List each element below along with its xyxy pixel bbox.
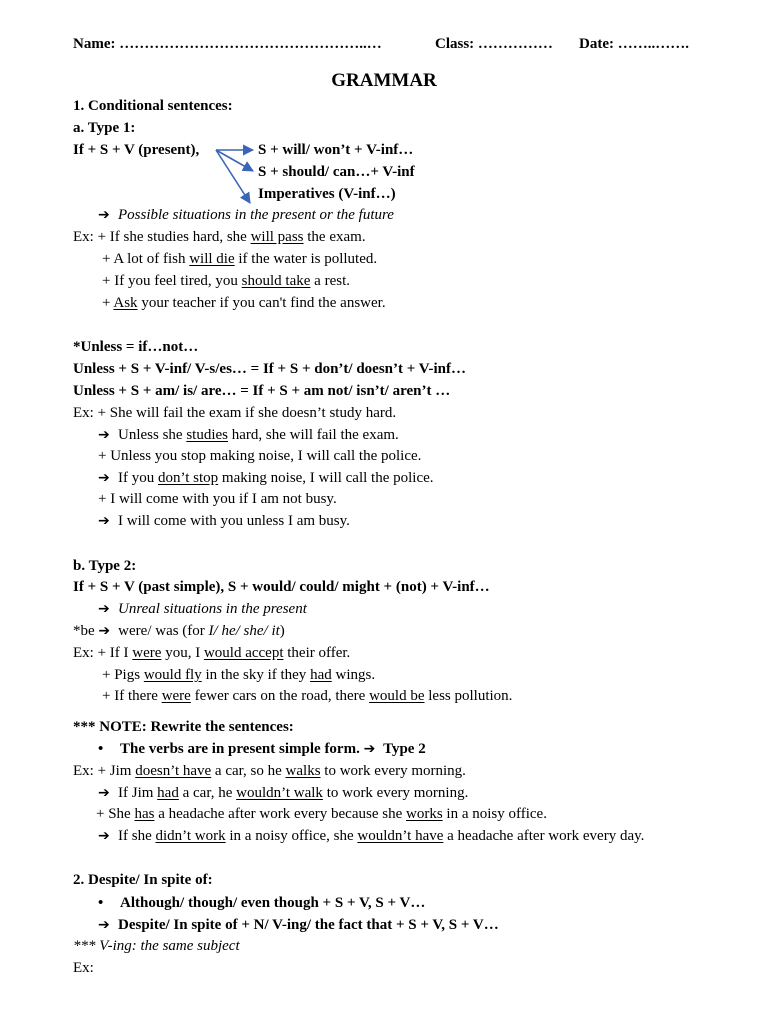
note-example-1: Ex: + Jim doesn’t have a car, so he walks to work every morning. [73,763,466,779]
type2-usage: ➔ Unreal situations in the present [98,601,307,617]
note-example-1-rewrite: ➔ If Jim had a car, he wouldn’t walk to work every morning. [98,785,469,801]
unless-heading: *Unless = if…not… [73,339,199,355]
arrow-icon: ➔ [363,741,376,757]
class-line [435,35,553,53]
page-title: GRAMMAR [331,70,437,91]
note-example-2-rewrite: ➔ If she didn’t work in a noisy office, she wouldn’t have a headache after work every day. [98,828,645,844]
type1-heading: a. Type 1: [73,120,136,136]
name-field[interactable]: …………………………………………..… [119,36,382,52]
type2-example-2: + Pigs would fly in the sky if they had wings. [102,667,376,683]
unless-rule-2: Unless + S + am/ is/ are… = If + S + am not/ isn’t/ aren’t … [73,383,451,399]
class-label: Class: [435,36,475,52]
arrow-icon: ➔ [98,828,110,844]
bullet-icon: • [98,741,104,757]
bullet-icon: • [98,895,104,911]
type2-heading: b. Type 2: [73,558,137,574]
type2-example-1: Ex: + If I were you, I would accept their offer. [73,645,351,661]
note-heading: *** NOTE: Rewrite the sentences: [73,719,294,735]
arrow-icon: ➔ [98,785,110,801]
type1-result-1: S + will/ won’t + V-inf… [258,142,414,158]
type2-formula: If + S + V (past simple), S + would/ could/ might + (not) + V-inf… [73,579,490,595]
class-field[interactable]: …………… [477,36,553,52]
arrow-icon: ➔ [98,917,110,933]
type1-usage [98,206,394,224]
type1-usage-text: Possible situations in the present or the future [118,207,394,223]
type1-if-clause: If + S + V (present), [73,142,200,158]
arrow-icon: ➔ [98,427,110,443]
type2-example-3: + If there were fewer cars on the road, there would be less pollution. [102,688,513,704]
arrow-icon: ➔ [98,207,110,223]
header-line [73,35,382,53]
section2-bullet-2: ➔ Despite/ In spite of + N/ V-ing/ the fact that + S + V, S + V… [98,917,499,933]
unless-rule-1: Unless + S + V-inf/ V-s/es… = If + S + don’t/ doesn’t + V-inf… [73,361,466,377]
type1-result-2: S + should/ can…+ V-inf [258,164,415,180]
type1-example-4: + Ask your teacher if you can't find the answer. [102,295,386,311]
section2-example-label: Ex: [73,960,94,976]
branch-arrow-3 [216,150,250,203]
type1-example-2: + A lot of fish will die if the water is polluted. [102,251,378,267]
date-line [579,35,689,53]
arrow-icon: ➔ [98,601,110,617]
type1-example-3: + If you feel tired, you should take a rest. [102,273,350,289]
note-bullet: • The verbs are in present simple form. ➔ Type 2 [98,741,426,757]
unless-example-1-rewrite: ➔ Unless she studies hard, she will fail the exam. [98,427,399,443]
section2-heading: 2. Despite/ In spite of: [73,872,213,888]
unless-example-3-rewrite: ➔ I will come with you unless I am busy. [98,513,350,529]
arrow-icon: ➔ [98,623,111,639]
type1-result-3: Imperatives (V-inf…) [258,186,396,202]
type1-example-1: Ex: + If she studies hard, she will pass the exam. [73,229,366,245]
unless-example-3: + I will come with you if I am not busy. [98,491,337,507]
date-label: Date: [579,36,614,52]
date-field[interactable]: ……..……. [617,36,689,52]
unless-example-2: + Unless you stop making noise, I will call the police. [98,448,422,464]
arrow-icon: ➔ [98,513,110,529]
branch-arrow-2 [216,150,253,171]
type2-be-note: *be ➔ were/ was (for I/ he/ she/ it) [73,623,285,639]
section1-heading: 1. Conditional sentences: [73,98,233,114]
note-example-2: + She has a headache after work every because she works in a noisy office. [96,806,547,822]
arrow-icon: ➔ [98,470,110,486]
name-label: Name: [73,36,116,52]
unless-example-2-rewrite: ➔ If you don’t stop making noise, I will call the police. [98,470,434,486]
unless-example-1: Ex: + She will fail the exam if she doesn’t study hard. [73,405,397,421]
section2-bullet-1: • Although/ though/ even though + S + V, S + V… [98,895,426,911]
section2-note: *** V-ing: the same subject [73,938,240,954]
